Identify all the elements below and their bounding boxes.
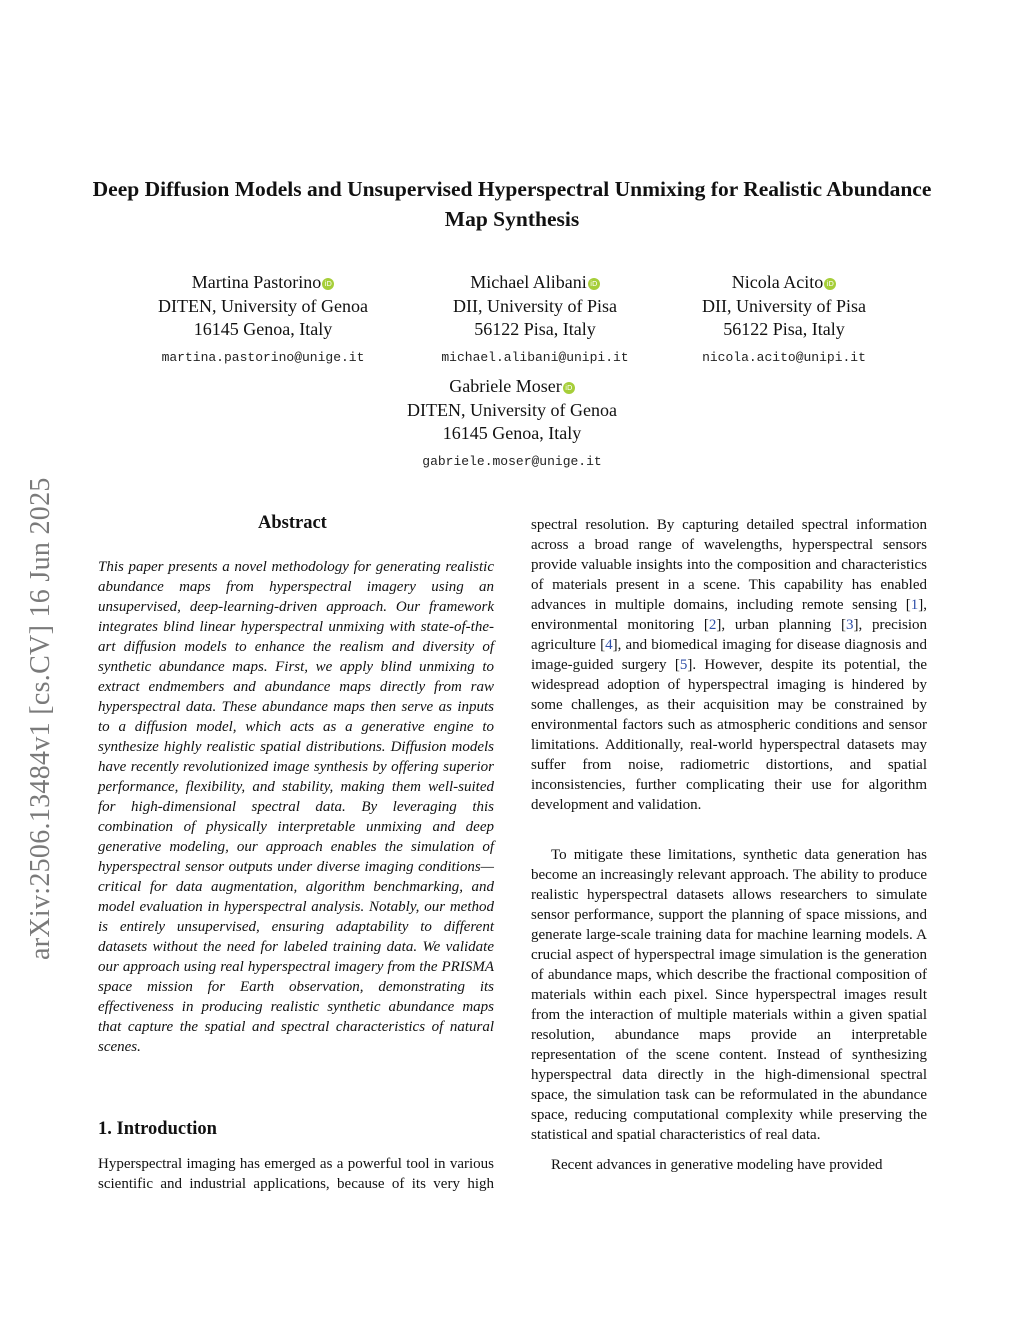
author-affiliation: DITEN, University of Genoa (158, 295, 368, 316)
paragraph-text: Hyperspectral imaging has emerged as a powerful tool in various scientific and industrial applications, because of its very high (98, 1156, 494, 1192)
introduction-column-left (98, 1154, 494, 1194)
author-affiliation: DII, University of Pisa (702, 295, 866, 316)
author-name: Martina Pastorino (191, 272, 322, 292)
author-email[interactable]: gabriele.moser@unige.it (422, 453, 602, 469)
author-address: 16145 Genoa, Italy (442, 423, 582, 443)
paragraph-text: ], environmental monitoring [ (531, 597, 927, 633)
introduction-paragraph (98, 1154, 494, 1194)
author-block (362, 375, 662, 473)
introduction-column-right (531, 515, 927, 1175)
author-address: 56122 Pisa, Italy (474, 319, 596, 339)
abstract-text: This paper presents a novel methodology for generating realistic abundance maps from hyperspectral imagery using an unsupervised, deep-learning-driven approach. Our framework integrates blind linear hyperspectral unmixing with state-of-the-art diffusion models to enhance the realism and diversity of synthetic abundance maps. First, we apply blind unmixing to extract endmembers and abundance maps directly from raw hyperspectral data. These abundance maps then serve as inputs to a diffusion model, which acts as a generative engine to synthesize highly realistic spatial distributions. Diffusion models have recently revolutionized image synthesis by offering superior performance, flexibility, and stability, making them well-suited for high-dimensional spectral data. By leveraging this combination of physically interpretable unmixing and deep generative modeling, our approach enables the simulation of hyperspectral sensor outputs under diverse imaging conditions—critical for data augmentation, algorithm benchmarking, and model evaluation in hyperspectral analysis. Notably, our method is entirely unsupervised, ensuring adaptability to different datasets without the need for labeled training data. We validate our approach using real hyperspectral imagery from the PRISMA space mission for Earth observation, demonstrating its effectiveness in producing realistic synthetic abundance maps that capture the spatial and spectral characteristics of natural scenes. (98, 559, 494, 1055)
introduction-paragraph: To mitigate these limitations, synthetic data generation has become an increasingly relevant approach. The ability to produce realistic hyperspectral datasets allows researchers to simulate sensor performance, support the planning of space missions, and generate large-scale training data for machine learning models. A crucial aspect of hyperspectral image simulation is the generation of abundance maps, which describe the fractional composition of materials within each pixel. Since hyperspectral images result from the interaction of multiple materials within a given spatial resolution, abundance maps provide an interpretable representation of the scene content. Instead of synthesizing hyperspectral data directly in the high-dimensional spectral space, the simulation task can be reformulated in the abundance space, reducing computational complexity while preserving the statistical and spatial characteristics of real data. (531, 847, 927, 1143)
author-block (634, 271, 934, 369)
author-name: Gabriele Moser (449, 376, 562, 396)
author-affiliation: DITEN, University of Genoa (407, 399, 617, 420)
introduction-paragraph: Recent advances in generative modeling have provided (551, 1157, 883, 1173)
introduction-paragraph (531, 515, 927, 815)
paragraph-text: ], precision agriculture [ (531, 617, 927, 653)
citation-link[interactable]: 2 (708, 617, 717, 633)
orcid-icon[interactable]: iD (322, 278, 334, 290)
citation-link[interactable]: 4 (605, 637, 613, 653)
introduction-heading: 1. Introduction (98, 1119, 217, 1139)
orcid-icon[interactable]: iD (563, 382, 575, 394)
paper-title: Deep Diffusion Models and Unsupervised Hyperspectral Unmixing for Realistic Abundance Map Synthesis (92, 177, 932, 231)
orcid-icon[interactable]: iD (588, 278, 600, 290)
abstract-heading: Abstract (258, 513, 327, 533)
author-block (113, 271, 413, 369)
author-name: Michael Alibani (470, 272, 587, 292)
author-address: 16145 Genoa, Italy (193, 319, 333, 339)
author-address: 56122 Pisa, Italy (723, 319, 845, 339)
paragraph-text: ]. However, despite its potential, the widespread adoption of hyperspectral imaging is hindered by some challenges, as their acquisition may be constrained by environmental factors such as atmospheric conditions and sensor limitations. Additionally, real-world hyperspectral datasets may suffer from noise, radiometric distortions, and spatial inconsistencies, further complicating their use for algorithm development and validation. (531, 657, 927, 813)
orcid-icon[interactable]: iD (824, 278, 836, 290)
author-affiliation: DII, University of Pisa (453, 295, 617, 316)
paragraph-text: ], urban planning [ (716, 617, 846, 633)
citation-link[interactable]: 3 (846, 617, 854, 633)
author-email[interactable]: nicola.acito@unipi.it (702, 349, 866, 365)
author-name: Nicola Acito (731, 272, 824, 292)
arxiv-stamp: arXiv:2506.13484v1 [cs.CV] 16 Jun 2025 (25, 477, 56, 960)
paragraph-text: ], and biomedical imaging for disease diagnosis and image-guided surgery [ (531, 637, 927, 673)
continued-paragraph-clip (531, 515, 927, 835)
author-email[interactable]: martina.pastorino@unige.it (161, 349, 365, 365)
author-email[interactable]: michael.alibani@unipi.it (441, 349, 629, 365)
citation-link[interactable]: 1 (910, 597, 919, 613)
citation-link[interactable]: 5 (679, 657, 688, 673)
paragraph-text: spectral resolution. By capturing detailed spectral information across a broad range of wavelengths, hyperspectral sensors provide valuable insights into the composition and characteristics of materials present in a scene. This capability has enabled advances in multiple domains, including remote sensing [ (531, 517, 927, 613)
abstract-column (98, 557, 494, 1057)
